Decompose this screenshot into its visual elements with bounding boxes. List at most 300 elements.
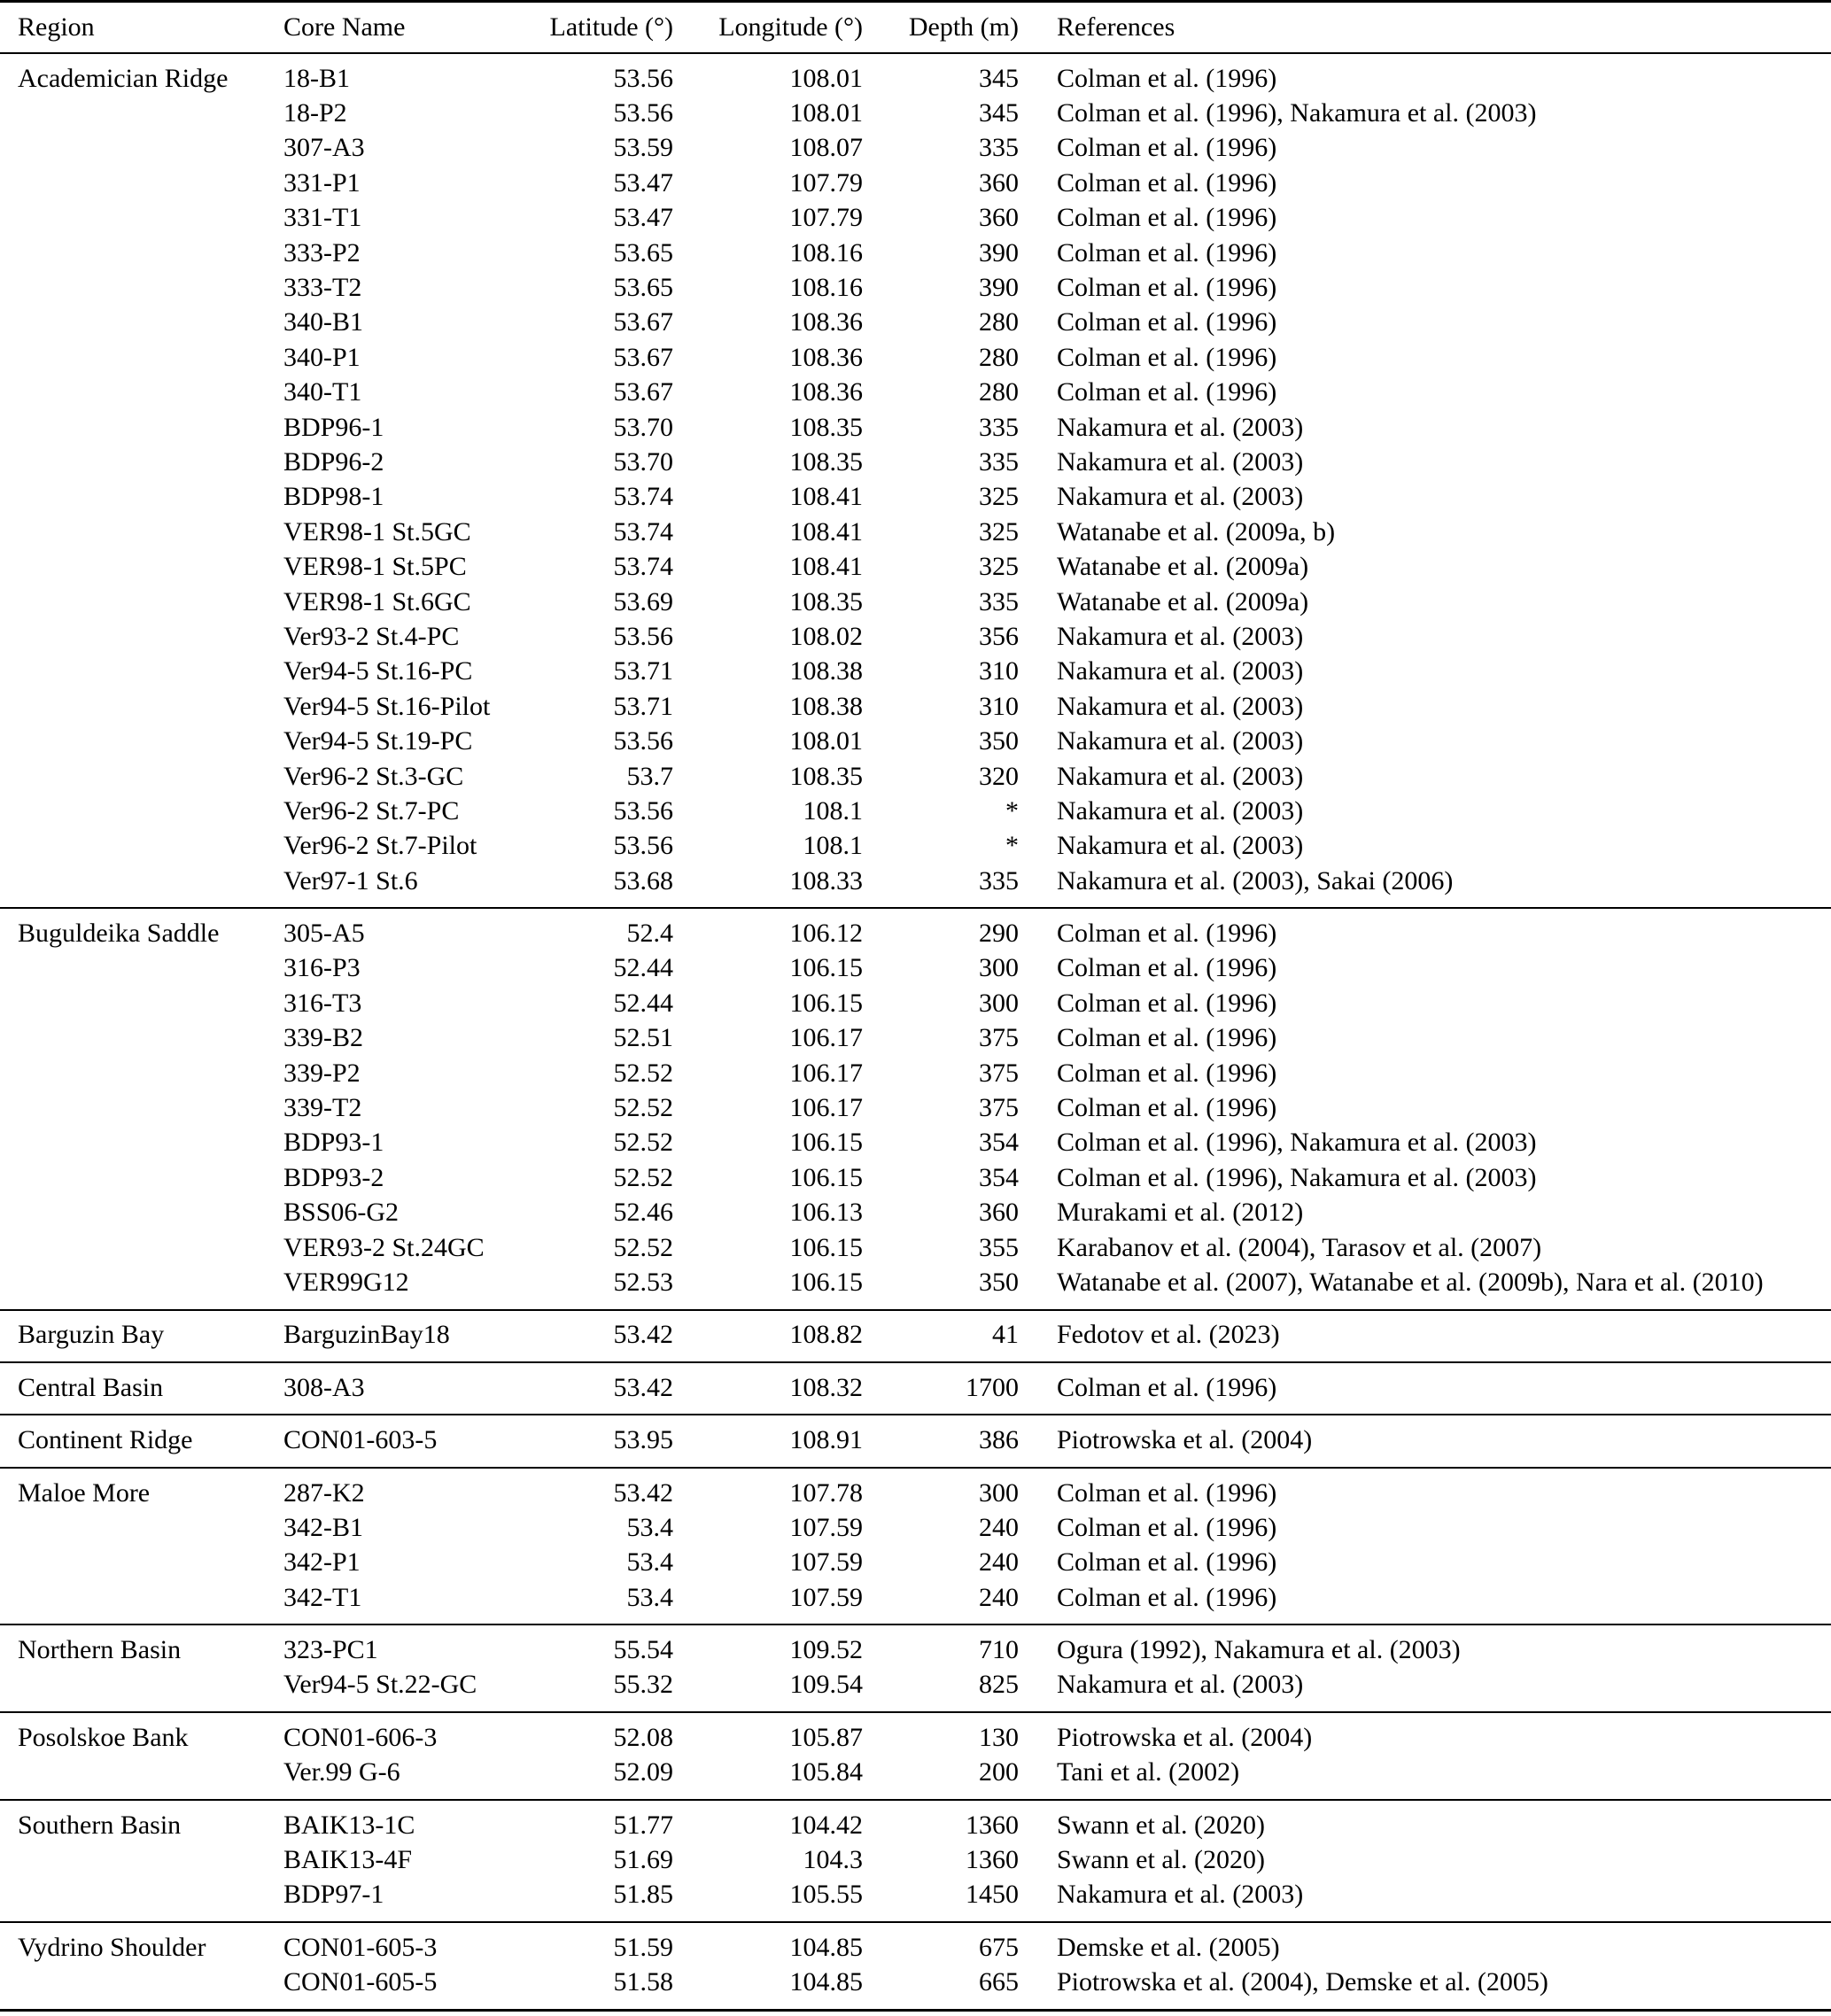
cell-core-name: CON01-603-5 [283,1425,438,1455]
cell-longitude: 105.84 [789,1757,863,1787]
cell-longitude: 108.01 [789,63,863,93]
cell-references: Colman et al. (1996) [1057,1058,1277,1088]
cell-depth: 280 [979,307,1019,337]
cell-region: Southern Basin [18,1810,182,1840]
table-row [0,1546,1831,1580]
cell-core-name: BDP96-1 [283,412,384,442]
region-section [0,1625,1831,1713]
table-header-row [0,3,1831,54]
cell-longitude: 106.15 [789,1232,863,1262]
column-header-region: Region [18,12,95,42]
table-row [0,61,1831,96]
cell-references: Nakamura et al. (2003) [1057,761,1304,791]
region-section [0,54,1831,909]
cell-depth: 240 [979,1512,1019,1542]
cell-references: Colman et al. (1996) [1057,1547,1277,1578]
cell-core-name: Ver96-2 St.7-Pilot [283,831,477,861]
cell-latitude: 53.42 [613,1320,673,1350]
cell-references: Nakamura et al. (2003) [1057,691,1304,721]
cell-latitude: 53.42 [613,1477,673,1508]
cell-references: Murakami et al. (2012) [1057,1198,1304,1228]
table-row [0,794,1831,828]
cell-depth: 355 [979,1232,1019,1262]
cell-references: Colman et al. (1996) [1057,133,1277,163]
table-row [0,480,1831,515]
cell-longitude: 108.02 [789,621,863,651]
cell-longitude: 108.1 [803,795,863,826]
cell-latitude: 53.69 [613,586,673,616]
cell-longitude: 104.85 [789,1932,863,1962]
cell-references: Colman et al. (1996) [1057,63,1277,93]
table-row [0,236,1831,270]
cell-core-name: 333-P2 [283,237,361,268]
cell-references: Watanabe et al. (2007), Watanabe et al. (2009b), Nara et al. (2010) [1057,1267,1764,1297]
cell-longitude: 108.38 [789,691,863,721]
table-row [0,1756,1831,1790]
column-header-latitude: Latitude (°) [549,12,673,42]
cell-references: Colman et al. (1996) [1057,273,1277,303]
cell-depth: 390 [979,273,1019,303]
cell-latitude: 55.54 [613,1635,673,1665]
cell-region: Maloe More [18,1477,151,1508]
cell-depth: 130 [979,1722,1019,1752]
table-row [0,96,1831,130]
table-body [0,54,1831,2009]
cell-latitude: 53.71 [613,691,673,721]
cell-core-name: 342-B1 [283,1512,363,1542]
cell-core-name: BDP93-2 [283,1162,384,1192]
cell-depth: 1360 [966,1810,1019,1840]
cell-references: Watanabe et al. (2009a, b) [1057,516,1336,547]
cell-depth: 300 [979,1477,1019,1508]
cell-longitude: 107.59 [789,1582,863,1612]
region-section [0,1713,1831,1801]
cell-region: Central Basin [18,1372,164,1402]
cell-references: Nakamura et al. (2003) [1057,412,1304,442]
table-row [0,445,1831,479]
cell-latitude: 53.59 [613,133,673,163]
table-row [0,1878,1831,1912]
table-row [0,376,1831,410]
column-header-longitude: Longitude (°) [718,12,863,42]
cell-core-name: VER98-1 St.5GC [283,516,471,547]
cell-references: Colman et al. (1996) [1057,167,1277,198]
cell-longitude: 106.15 [789,1267,863,1297]
region-section [0,1363,1831,1415]
table-row [0,410,1831,445]
cell-latitude: 51.85 [613,1880,673,1910]
cell-core-name: 316-P3 [283,953,361,983]
cell-longitude: 108.1 [803,831,863,861]
cell-longitude: 107.59 [789,1512,863,1542]
table-row [0,549,1831,584]
cell-references: Nakamura et al. (2003), Sakai (2006) [1057,865,1454,896]
cell-depth: 41 [992,1320,1019,1350]
table-row [0,1318,1831,1353]
table-row [0,1265,1831,1299]
cell-longitude: 108.07 [789,133,863,163]
cell-latitude: 51.69 [613,1845,673,1875]
cell-longitude: 106.15 [789,953,863,983]
cell-longitude: 108.82 [789,1320,863,1350]
cell-core-name: 340-T1 [283,377,362,407]
cell-core-name: BarguzinBay18 [283,1320,450,1350]
region-section [0,909,1831,1310]
region-section [0,1923,1831,2009]
table-row [0,1056,1831,1090]
table-row [0,1423,1831,1457]
cell-references: Nakamura et al. (2003) [1057,831,1304,861]
cell-longitude: 108.16 [789,237,863,268]
cell-core-name: 18-B1 [283,63,350,93]
cell-core-name: 331-P1 [283,167,361,198]
cell-latitude: 53.56 [613,98,673,128]
cell-depth: 354 [979,1128,1019,1158]
cell-depth: 375 [979,1058,1019,1088]
cell-references: Tani et al. (2002) [1057,1757,1240,1787]
cell-depth: 360 [979,1198,1019,1228]
table-row [0,1966,1831,2000]
cell-core-name: 308-A3 [283,1372,365,1402]
cell-latitude: 52.52 [613,1058,673,1088]
cell-longitude: 104.85 [789,1967,863,1997]
cell-longitude: 107.59 [789,1547,863,1578]
cell-depth: 310 [979,656,1019,686]
cell-latitude: 51.77 [613,1810,673,1840]
cell-core-name: 342-T1 [283,1582,362,1612]
table-row [0,1126,1831,1160]
cell-references: Colman et al. (1996) [1057,1372,1277,1402]
cell-longitude: 108.01 [789,98,863,128]
cell-depth: 325 [979,516,1019,547]
cell-core-name: 331-T1 [283,203,362,233]
cell-longitude: 109.54 [789,1670,863,1700]
cell-latitude: 51.59 [613,1932,673,1962]
table-row [0,306,1831,340]
table-row [0,1021,1831,1056]
cell-latitude: 53.95 [613,1425,673,1455]
cell-depth: 335 [979,865,1019,896]
table-row [0,759,1831,794]
cell-latitude: 53.7 [626,761,673,791]
cell-core-name: Ver96-2 St.3-GC [283,761,464,791]
cell-latitude: 53.68 [613,865,673,896]
cell-references: Colman et al. (1996) [1057,953,1277,983]
cell-core-name: Ver94-5 St.19-PC [283,726,473,756]
cell-region: Barguzin Bay [18,1320,165,1350]
cell-references: Nakamura et al. (2003) [1057,726,1304,756]
cell-core-name: 323-PC1 [283,1635,378,1665]
cell-references: Nakamura et al. (2003) [1057,1880,1304,1910]
cell-core-name: Ver94-5 St.16-PC [283,656,473,686]
region-section [0,1311,1831,1363]
cell-latitude: 53.4 [626,1582,673,1612]
table-row [0,270,1831,305]
cell-depth: 335 [979,412,1019,442]
table-row [0,1808,1831,1842]
cell-latitude: 53.56 [613,726,673,756]
cell-core-name: 305-A5 [283,919,365,949]
table-row [0,619,1831,654]
cell-latitude: 53.47 [613,167,673,198]
cell-latitude: 53.56 [613,831,673,861]
cell-region: Academician Ridge [18,63,229,93]
cell-latitude: 53.56 [613,795,673,826]
cell-core-name: CON01-605-5 [283,1967,438,1997]
cell-latitude: 53.71 [613,656,673,686]
cell-longitude: 106.15 [789,1162,863,1192]
cell-references: Colman et al. (1996) [1057,237,1277,268]
table-row [0,1510,1831,1545]
cell-depth: 1700 [966,1372,1019,1402]
cell-core-name: Ver96-2 St.7-PC [283,795,460,826]
column-header-depth: Depth (m) [908,12,1019,42]
cell-references: Piotrowska et al. (2004) [1057,1425,1313,1455]
cell-core-name: BDP97-1 [283,1880,384,1910]
cell-longitude: 108.36 [789,307,863,337]
cell-latitude: 53.4 [626,1512,673,1542]
cell-latitude: 52.44 [613,953,673,983]
cell-references: Piotrowska et al. (2004) [1057,1722,1313,1752]
cell-longitude: 107.79 [789,167,863,198]
cell-references: Colman et al. (1996), Nakamura et al. (2003) [1057,1162,1537,1192]
cell-latitude: 52.52 [613,1232,673,1262]
cell-longitude: 106.17 [789,1058,863,1088]
cell-core-name: VER98-1 St.5PC [283,552,467,582]
cell-longitude: 108.91 [789,1425,863,1455]
cell-latitude: 53.67 [613,342,673,372]
table-row [0,1230,1831,1265]
cell-references: Watanabe et al. (2009a) [1057,586,1309,616]
cell-references: Nakamura et al. (2003) [1057,621,1304,651]
cell-depth: 335 [979,446,1019,477]
cell-longitude: 108.35 [789,412,863,442]
cell-latitude: 53.67 [613,377,673,407]
cell-longitude: 105.55 [789,1880,863,1910]
cell-longitude: 108.36 [789,377,863,407]
cell-core-name: 18-P2 [283,98,347,128]
cell-depth: 1360 [966,1845,1019,1875]
cell-depth: 665 [979,1967,1019,1997]
cell-references: Swann et al. (2020) [1057,1845,1265,1875]
cell-latitude: 52.46 [613,1198,673,1228]
cell-core-name: VER93-2 St.24GC [283,1232,485,1262]
cell-longitude: 108.36 [789,342,863,372]
cell-references: Colman et al. (1996) [1057,1477,1277,1508]
cell-depth: 335 [979,586,1019,616]
table-row [0,1476,1831,1510]
cell-core-name: BDP98-1 [283,482,384,512]
cell-longitude: 104.42 [789,1810,863,1840]
cell-core-name: Ver93-2 St.4-PC [283,621,460,651]
cell-references: Colman et al. (1996) [1057,307,1277,337]
cell-depth: 310 [979,691,1019,721]
table-row [0,1090,1831,1125]
cell-depth: 360 [979,167,1019,198]
cell-depth: 280 [979,377,1019,407]
cell-latitude: 52.4 [626,919,673,949]
cell-depth: 280 [979,342,1019,372]
cell-longitude: 106.15 [789,988,863,1018]
cell-depth: 350 [979,1267,1019,1297]
cell-latitude: 52.52 [613,1093,673,1123]
table-row [0,1842,1831,1877]
cell-core-name: 339-T2 [283,1093,362,1123]
cell-core-name: VER98-1 St.6GC [283,586,471,616]
cell-references: Nakamura et al. (2003) [1057,795,1304,826]
cell-longitude: 108.32 [789,1372,863,1402]
cell-core-name: CON01-606-3 [283,1722,438,1752]
cell-core-name: 340-P1 [283,342,361,372]
table-row [0,515,1831,549]
cell-references: Karabanov et al. (2004), Tarasov et al. (2007) [1057,1232,1542,1262]
table-row [0,916,1831,950]
table-row [0,951,1831,986]
cell-depth: 354 [979,1162,1019,1192]
cell-latitude: 53.65 [613,237,673,268]
cell-latitude: 52.51 [613,1023,673,1053]
cell-longitude: 108.16 [789,273,863,303]
cell-longitude: 106.12 [789,919,863,949]
cell-latitude: 53.42 [613,1372,673,1402]
table-row [0,864,1831,898]
cell-longitude: 109.52 [789,1635,863,1665]
cell-region: Vydrino Shoulder [18,1932,206,1962]
cell-longitude: 106.13 [789,1198,863,1228]
cell-longitude: 104.3 [803,1845,863,1875]
cell-depth: 350 [979,726,1019,756]
cell-references: Nakamura et al. (2003) [1057,656,1304,686]
table-row [0,201,1831,236]
region-section [0,1801,1831,1923]
cell-depth: 325 [979,482,1019,512]
cell-longitude: 108.41 [789,552,863,582]
cell-depth: 710 [979,1635,1019,1665]
cell-latitude: 53.56 [613,621,673,651]
column-header-core-name: Core Name [283,12,406,42]
cell-references: Colman et al. (1996) [1057,919,1277,949]
cell-core-name: BDP96-2 [283,446,384,477]
cell-core-name: 316-T3 [283,988,362,1018]
cell-references: Swann et al. (2020) [1057,1810,1265,1840]
cell-depth: 675 [979,1932,1019,1962]
cell-latitude: 53.74 [613,516,673,547]
column-header-references: References [1057,12,1175,42]
cell-latitude: 53.56 [613,63,673,93]
cell-depth: 825 [979,1670,1019,1700]
table-row [0,655,1831,689]
cell-region: Northern Basin [18,1635,182,1665]
cell-references: Ogura (1992), Nakamura et al. (2003) [1057,1635,1461,1665]
table-row [0,1930,1831,1965]
cell-latitude: 53.65 [613,273,673,303]
cell-references: Demske et al. (2005) [1057,1932,1280,1962]
cell-latitude: 52.53 [613,1267,673,1297]
cell-latitude: 52.52 [613,1128,673,1158]
table-row [0,1720,1831,1755]
cell-references: Colman et al. (1996) [1057,342,1277,372]
cell-depth: 240 [979,1547,1019,1578]
cell-depth: 320 [979,761,1019,791]
table-row [0,1632,1831,1667]
cell-latitude: 52.44 [613,988,673,1018]
cell-longitude: 108.38 [789,656,863,686]
cell-latitude: 55.32 [613,1670,673,1700]
cell-depth: * [1005,795,1019,826]
cell-region: Buguldeika Saddle [18,919,220,949]
cell-latitude: 52.08 [613,1722,673,1752]
cell-depth: 360 [979,203,1019,233]
cell-references: Colman et al. (1996) [1057,203,1277,233]
table-row [0,166,1831,200]
cell-latitude: 53.74 [613,552,673,582]
table-row [0,1668,1831,1702]
table-row [0,986,1831,1020]
cell-region: Posolskoe Bank [18,1722,189,1752]
cell-depth: 345 [979,63,1019,93]
cell-core-name: CON01-605-3 [283,1932,438,1962]
cell-core-name: 307-A3 [283,133,365,163]
cell-latitude: 53.70 [613,446,673,477]
cell-longitude: 106.15 [789,1128,863,1158]
cell-core-name: Ver94-5 St.22-GC [283,1670,477,1700]
cell-longitude: 108.35 [789,761,863,791]
cell-core-name: 339-B2 [283,1023,363,1053]
cell-depth: 345 [979,98,1019,128]
table-row [0,131,1831,166]
cell-depth: 375 [979,1023,1019,1053]
cell-references: Nakamura et al. (2003) [1057,1670,1304,1700]
cell-core-name: Ver97-1 St.6 [283,865,418,896]
cell-depth: * [1005,831,1019,861]
table-row [0,1196,1831,1230]
cell-longitude: 108.41 [789,482,863,512]
cell-references: Colman et al. (1996) [1057,1023,1277,1053]
cell-longitude: 108.01 [789,726,863,756]
cell-depth: 335 [979,133,1019,163]
cell-depth: 300 [979,988,1019,1018]
cell-depth: 240 [979,1582,1019,1612]
cell-depth: 386 [979,1425,1019,1455]
cell-core-name: 287-K2 [283,1477,365,1508]
cell-latitude: 53.70 [613,412,673,442]
cell-references: Colman et al. (1996) [1057,377,1277,407]
cell-longitude: 107.79 [789,203,863,233]
cell-longitude: 106.17 [789,1093,863,1123]
cell-depth: 375 [979,1093,1019,1123]
cell-core-name: VER99G12 [283,1267,409,1297]
cell-depth: 390 [979,237,1019,268]
cell-core-name: Ver.99 G-6 [283,1757,400,1787]
cell-references: Colman et al. (1996) [1057,1512,1277,1542]
cell-latitude: 53.47 [613,203,673,233]
region-section [0,1469,1831,1626]
cell-references: Colman et al. (1996), Nakamura et al. (2003) [1057,98,1537,128]
table-row [0,724,1831,758]
cell-latitude: 51.58 [613,1967,673,1997]
cell-references: Watanabe et al. (2009a) [1057,552,1309,582]
table-row [0,585,1831,619]
cell-depth: 1450 [966,1880,1019,1910]
cell-longitude: 108.35 [789,586,863,616]
cell-depth: 300 [979,953,1019,983]
cell-longitude: 105.87 [789,1722,863,1752]
cell-references: Colman et al. (1996) [1057,1093,1277,1123]
cell-references: Piotrowska et al. (2004), Demske et al. (2005) [1057,1967,1548,1997]
cell-latitude: 52.09 [613,1757,673,1787]
cell-references: Nakamura et al. (2003) [1057,446,1304,477]
cell-core-name: BDP93-1 [283,1128,384,1158]
